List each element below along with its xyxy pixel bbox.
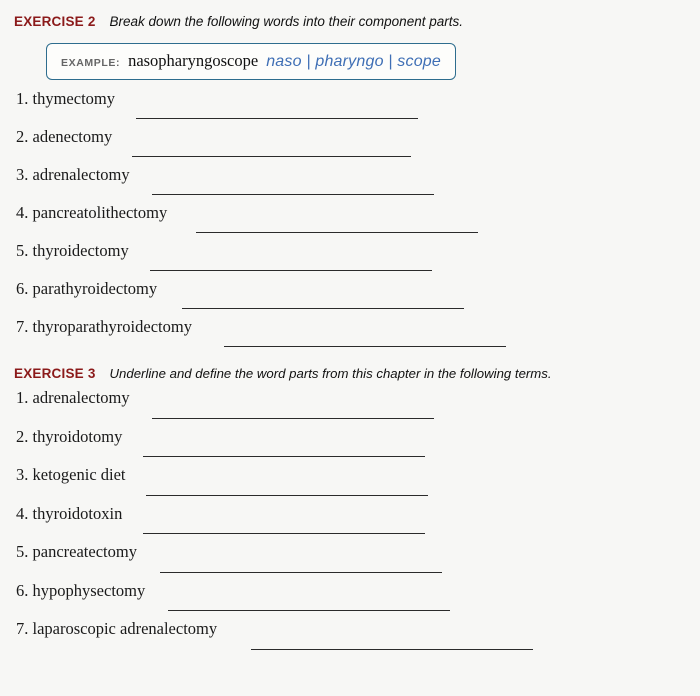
answer-blank-line[interactable] [160,572,442,573]
exercise-item [8,428,692,467]
exercise-item [8,90,692,128]
answer-blank-line[interactable] [143,533,425,534]
answer-blank-line[interactable] [251,649,533,650]
exercise-2-heading [8,8,692,33]
exercise-item-term: 1. thymectomy [16,89,115,108]
exercise-item-term: 7. laparoscopic adrenalectomy [16,619,218,638]
answer-blank-line[interactable] [150,270,432,271]
exercise-2-label: EXERCISE 2 [14,14,96,29]
exercise-item [8,466,692,505]
exercise-item [8,166,692,204]
exercise-item-term: 5. thyroidectomy [16,241,129,260]
exercise-item [8,389,692,428]
answer-blank-line[interactable] [152,194,434,195]
example-term: nasopharyngoscope [128,51,259,70]
exercise-item [8,505,692,544]
exercise-item-term: 4. thyroidotoxin [16,503,123,523]
exercise-item [8,543,692,582]
exercise-item [8,280,692,318]
answer-blank-line[interactable] [196,232,478,233]
answer-blank-line[interactable] [152,418,434,419]
exercise-item-term: 7. thyroparathyroidectomy [16,317,192,336]
example-box [46,43,456,80]
exercise-2-instruction: Break down the following words into their component parts. [109,14,463,29]
exercise-item-term: 2. thyroidotomy [16,426,123,446]
exercise-item [8,582,692,621]
exercise-item-term: 5. pancreatectomy [16,542,137,561]
exercise-item-term: 2. adenectomy [16,127,113,146]
exercise-item-term: 3. ketogenic diet [16,465,126,484]
example-tag: EXAMPLE: [61,57,121,69]
exercise-item [8,128,692,166]
answer-blank-line[interactable] [224,346,506,347]
exercise-item-term: 1. adrenalectomy [16,388,130,407]
answer-blank-line[interactable] [182,308,464,309]
exercise-item-term: 4. pancreatolithectomy [16,203,168,222]
exercise-item-term: 3. adrenalectomy [16,165,130,184]
exercise-3-label: EXERCISE 3 [14,366,96,381]
exercise-3-item-list [8,385,692,659]
answer-blank-line[interactable] [168,610,450,611]
answer-blank-line[interactable] [132,156,411,157]
exercise-2-item-list [8,86,692,356]
exercise-item-term: 6. parathyroidectomy [16,279,158,298]
exercise-item [8,242,692,280]
exercise-3-heading [8,356,692,385]
answer-blank-line[interactable] [146,495,428,496]
exercise-item-term: 6. hypophysectomy [16,580,146,600]
answer-blank-line[interactable] [143,456,425,457]
exercise-3-instruction: Underline and define the word parts from this chapter in the following terms. [109,366,552,381]
exercise-item [8,204,692,242]
answer-blank-line[interactable] [136,118,418,119]
example-container [8,33,692,86]
exercise-item [8,318,692,356]
example-word-parts: naso | pharyngo | scope [266,53,442,70]
exercise-item [8,620,692,659]
